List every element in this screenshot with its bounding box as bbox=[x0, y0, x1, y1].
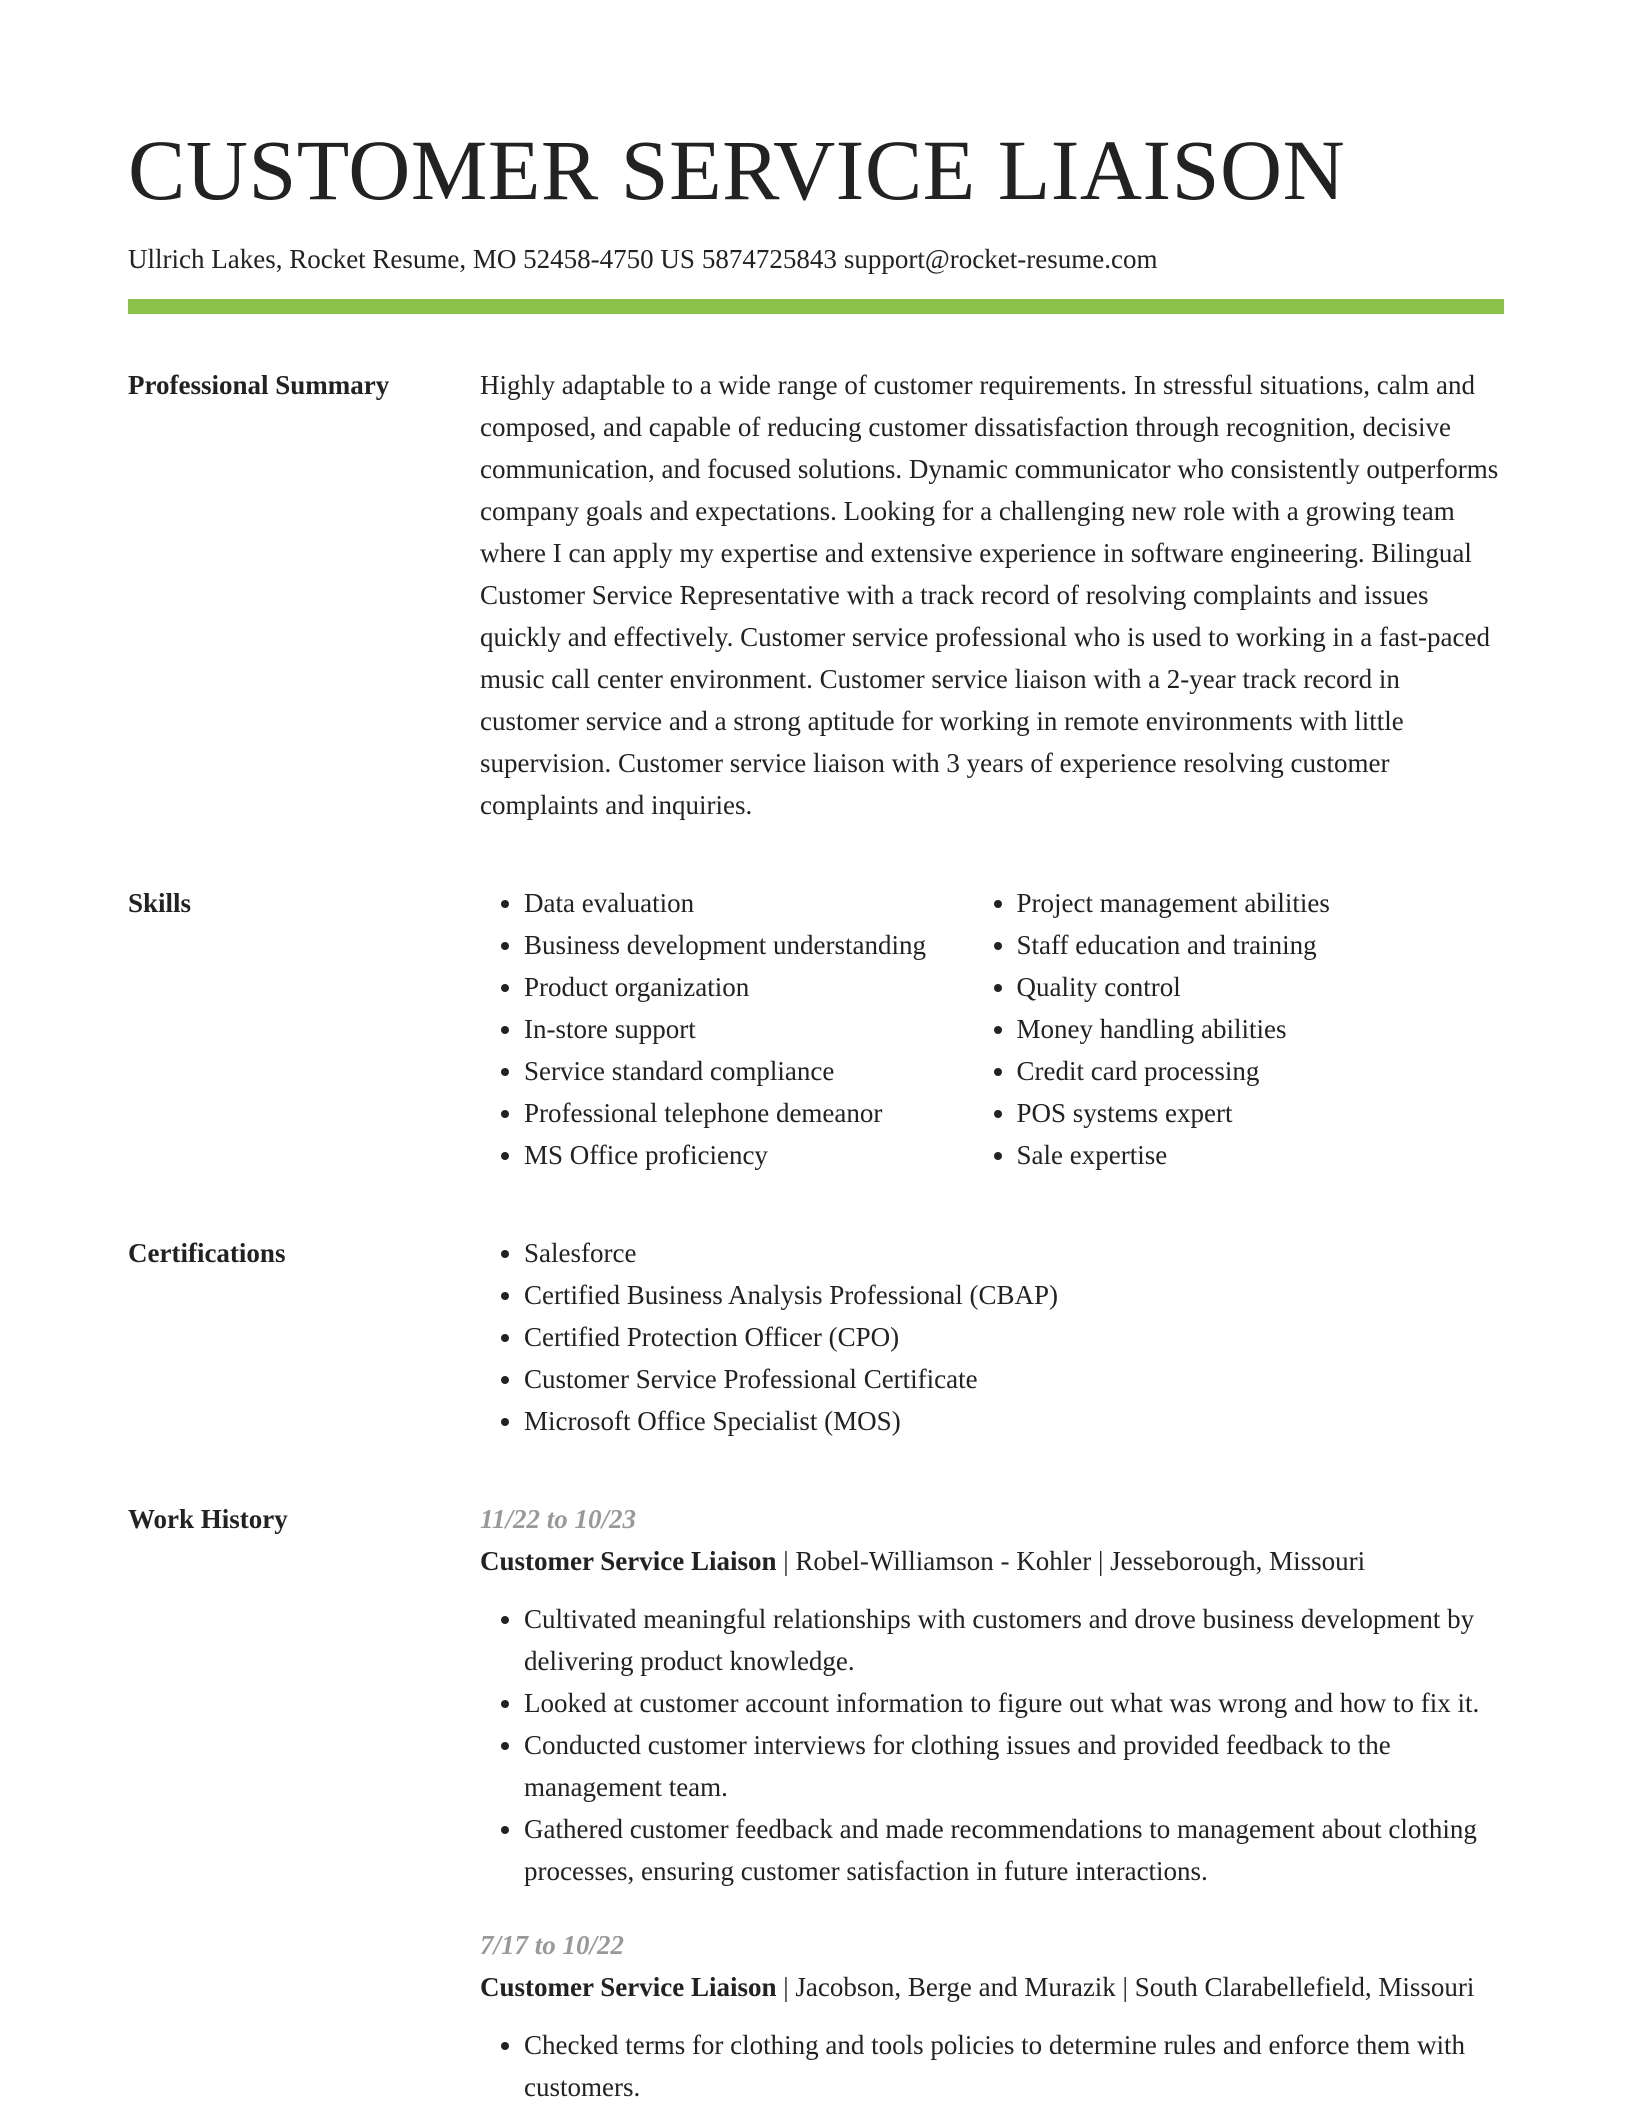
skill-item: • POS systems expert bbox=[1017, 1092, 1505, 1134]
skills-title: Skills bbox=[128, 888, 192, 918]
work-history-section bbox=[128, 1498, 1504, 2108]
certification-item: • Certified Protection Officer (CPO) bbox=[524, 1316, 1504, 1358]
certification-item: • Customer Service Professional Certificate bbox=[524, 1358, 1504, 1400]
summary-title: Professional Summary bbox=[128, 370, 390, 400]
skill-item: • MS Office proficiency bbox=[524, 1134, 973, 1176]
job-details: | Jacobson, Berge and Murazik | South Clarabellefield, Missouri bbox=[783, 1972, 1475, 2002]
contact-line bbox=[128, 242, 1504, 276]
skill-item: • Product organization bbox=[524, 966, 973, 1008]
skill-item: • Professional telephone demeanor bbox=[524, 1092, 973, 1134]
certification-item: • Salesforce bbox=[524, 1232, 1504, 1274]
certifications-list bbox=[480, 1232, 1504, 1442]
certification-item: • Certified Business Analysis Professional (CBAP) bbox=[524, 1274, 1504, 1316]
skill-item: • Business development understanding bbox=[524, 924, 973, 966]
skill-item: • Service standard compliance bbox=[524, 1050, 973, 1092]
job-dates: 7/17 to 10/22 bbox=[480, 1930, 625, 1960]
job-details: | Robel-Williamson - Kohler | Jesseborough, Missouri bbox=[783, 1546, 1366, 1576]
summary-section bbox=[128, 364, 1504, 826]
certifications-title: Certifications bbox=[128, 1238, 286, 1268]
header-divider bbox=[128, 299, 1504, 314]
job-role: Customer Service Liaison bbox=[480, 1546, 777, 1576]
skill-item: • Money handling abilities bbox=[1017, 1008, 1505, 1050]
skills-list-right bbox=[973, 882, 1505, 1176]
skill-item: • Quality control bbox=[1017, 966, 1505, 1008]
job-bullet: • Looked at customer account information to figure out what was wrong and how to fix it. bbox=[524, 1682, 1504, 1724]
contact-phone: 5874725843 bbox=[701, 244, 837, 274]
skill-item: • Project management abilities bbox=[1017, 882, 1505, 924]
skill-item: • In-store support bbox=[524, 1008, 973, 1050]
job-bullet: • Gathered customer feedback and made recommendations to management about clothing processes, ensuring customer satisfaction in future interactions. bbox=[524, 1808, 1504, 1892]
job-entry bbox=[480, 1924, 1504, 2108]
resume-page bbox=[128, 0, 1504, 2108]
job-bullet: • Cultivated meaningful relationships with customers and drove business development by delivering product knowledge. bbox=[524, 1598, 1504, 1682]
job-bullet: • Conducted customer interviews for clothing issues and provided feedback to the management team. bbox=[524, 1724, 1504, 1808]
work-history-title: Work History bbox=[128, 1504, 288, 1534]
summary-text: Highly adaptable to a wide range of customer requirements. In stressful situations, calm and composed, and capable of reducing customer dissatisfaction through recognition, decisive communication, and focused solutions. Dynamic communicator who consistently outperforms company goals and expectations. Looking for a challenging new role with a growing team where I can apply my expertise and extensive experience in software engineering. Bilingual Customer Service Representative with a track record of resolving complaints and issues quickly and effectively. Customer service professional who is used to working in a fast-paced music call center environment. Customer service liaison with a 2-year track record in customer service and a strong aptitude for working in remote environments with little supervision. Customer service liaison with 3 years of experience resolving customer complaints and inquiries. bbox=[480, 370, 1499, 820]
contact-address: Ullrich Lakes, Rocket Resume, MO 52458-4750 US bbox=[128, 244, 695, 274]
job-role: Customer Service Liaison bbox=[480, 1972, 777, 2002]
certifications-section bbox=[128, 1232, 1504, 1442]
job-heading bbox=[480, 1540, 1504, 1582]
certification-item: • Microsoft Office Specialist (MOS) bbox=[524, 1400, 1504, 1442]
skill-item: • Data evaluation bbox=[524, 882, 973, 924]
job-heading bbox=[480, 1966, 1504, 2008]
job-dates: 11/22 to 10/23 bbox=[480, 1504, 637, 1534]
skill-item: • Sale expertise bbox=[1017, 1134, 1505, 1176]
job-bullet: • Checked terms for clothing and tools policies to determine rules and enforce them with customers. bbox=[524, 2024, 1504, 2108]
skills-section bbox=[128, 882, 1504, 1176]
skill-item: • Staff education and training bbox=[1017, 924, 1505, 966]
job-bullets bbox=[480, 1598, 1504, 1892]
job-bullets bbox=[480, 2024, 1504, 2108]
skills-list-left bbox=[480, 882, 973, 1176]
contact-email: support@rocket-resume.com bbox=[843, 244, 1158, 274]
job-entry bbox=[480, 1498, 1504, 1892]
resume-name-heading: CUSTOMER SERVICE LIAISON bbox=[128, 122, 1346, 218]
skill-item: • Credit card processing bbox=[1017, 1050, 1505, 1092]
